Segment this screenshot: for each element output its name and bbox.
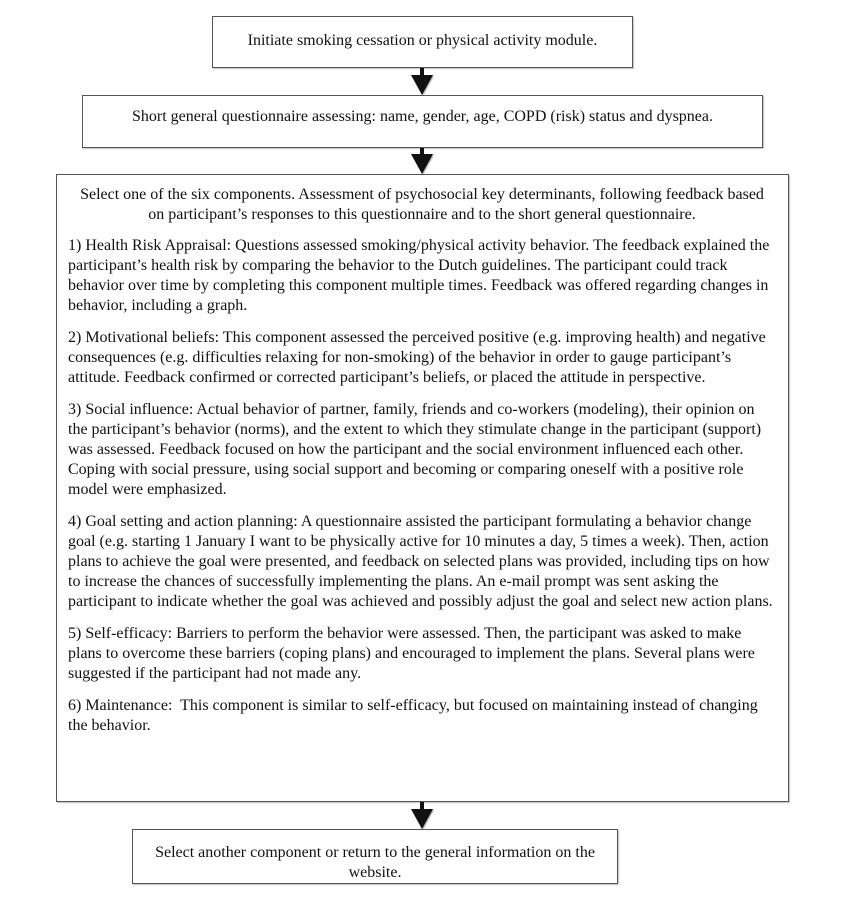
step-general-questionnaire-box xyxy=(82,95,763,148)
step-general-questionnaire-text: Short general questionnaire assessing: name, gender, age, COPD (risk) status and dyspnea. xyxy=(132,108,713,125)
component-health-risk-appraisal: 1) Health Risk Appraisal: Questions assessed smoking/physical activity behavior. The feedback explained the participant’s health risk by comparing the behavior to the Dutch guidelines. The participant could track behavior over time by completing this component multiple times. Feedback was offered regarding changes in behavior, including a graph. xyxy=(68,237,770,314)
arrow-head xyxy=(411,809,433,829)
component-motivational-beliefs: 2) Motivational beliefs: This component assessed the perceived positive (e.g. improving health) and negative consequences (e.g. difficulties relaxing for non-smoking) of the behavior in order to gauge participant’s attitude. Feedback confirmed or corrected participant’s beliefs, or placed the attitude in perspective. xyxy=(68,329,766,386)
arrow-down-icon xyxy=(411,148,433,174)
step-select-component-box xyxy=(56,174,789,802)
component-maintenance: 6) Maintenance: This component is similar to self-efficacy, but focused on maintaining instead of changing the behavior. xyxy=(68,697,762,734)
step-select-another-box xyxy=(132,829,618,884)
arrow-head xyxy=(411,75,433,95)
component-goal-setting: 4) Goal setting and action planning: A questionnaire assisted the participant formulating a behavior change goal (e.g. starting 1 January I want to be physically active for 10 minutes a day, 5 times a week). Then, action plans to achieve the goal were presented, and feedback on selected plans was provided, including tips on how to increase the chances of successfully implementing the plans. An e-mail prompt was sent asking the participant to indicate whether the goal was achieved and possibly adjust the goal and select new action plans. xyxy=(68,513,773,610)
component-social-influence: 3) Social influence: Actual behavior of partner, family, friends and co-workers (modeling), their opinion on the participant’s behavior (norms), and the extent to which they stimulate change in the participant (support) was assessed. Feedback focused on how the participant and the social environment influenced each other. Coping with social pressure, using social support and becoming or comparing oneself with a positive role model were emphasized. xyxy=(68,401,762,498)
arrow-head xyxy=(411,154,433,174)
component-self-efficacy: 5) Self-efficacy: Barriers to perform the behavior were assessed. Then, the participant was asked to make plans to overcome these barriers (coping plans) and encouraged to implement the plans. Several plans were suggested if the participant had not made any. xyxy=(68,625,755,682)
step-initiate-module-text: Initiate smoking cessation or physical activity module. xyxy=(247,32,598,49)
arrow-down-icon xyxy=(411,68,433,95)
select-component-intro: Select one of the six components. Assessment of psychosocial key determinants, following feedback based on participant’s responses to this questionnaire and to the short general questionnaire. xyxy=(80,186,764,223)
step-initiate-module-box xyxy=(212,16,633,68)
step-select-another-text: Select another component or return to the general information on the website. xyxy=(155,844,595,881)
arrow-down-icon xyxy=(411,802,433,829)
